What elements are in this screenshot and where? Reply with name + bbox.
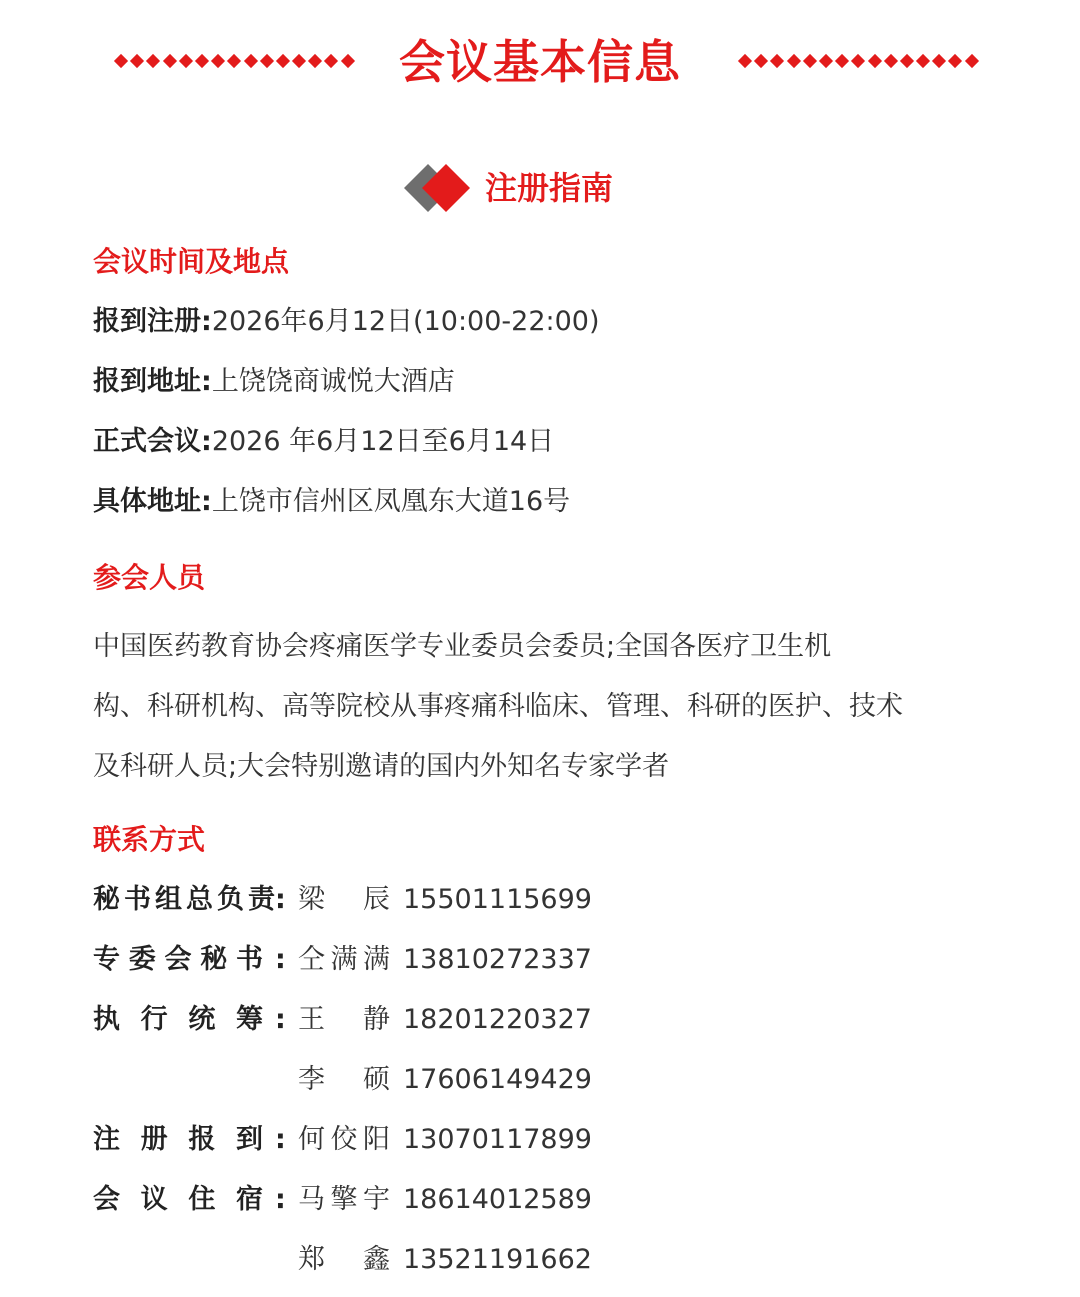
schedule-value: 上饶市信州区凤凰东大道16号: [211, 486, 571, 517]
decorative-diamond: [738, 54, 752, 68]
contact-name: 仝 满 满: [298, 944, 390, 975]
schedule-value: 2026年6月12日(10:00-22:00): [211, 306, 600, 337]
section-heading-registration: [400, 160, 720, 216]
decorative-diamond: [835, 54, 849, 68]
contact-role: 执 行 统 筹: [93, 1004, 263, 1035]
contact-phone[interactable]: 13070117899: [403, 1124, 592, 1155]
contact-phone[interactable]: 13810272337: [403, 944, 592, 975]
contact-colon: :: [275, 1184, 286, 1215]
schedule-label: 报到地址:: [93, 366, 212, 397]
attendees-paragraph: [93, 617, 953, 797]
schedule-section-title: 会议时间及地点: [93, 245, 290, 278]
contact-name: 李 硕: [298, 1064, 390, 1095]
decorative-diamond: [786, 54, 800, 68]
contact-phone[interactable]: 18614012589: [403, 1184, 592, 1215]
attendees-section-title: 参会人员: [93, 561, 206, 594]
contact-colon: :: [275, 884, 286, 915]
decorative-diamond: [965, 54, 979, 68]
contact-phone[interactable]: 15501115699: [403, 884, 592, 915]
decorative-diamond: [803, 54, 817, 68]
contact-phone[interactable]: 13521191662: [403, 1244, 592, 1275]
page-title: 会议基本信息: [399, 35, 681, 89]
decorative-diamond: [932, 54, 946, 68]
schedule-value: 上饶饶商诚悦大酒店: [211, 366, 455, 397]
contact-colon: :: [275, 1124, 286, 1155]
schedule-row: [93, 362, 455, 402]
decorative-diamond: [851, 54, 865, 68]
header: [0, 30, 1080, 94]
decorative-diamond: [900, 54, 914, 68]
schedule-label: 具体地址:: [93, 486, 212, 517]
contact-role: 专 委 会 秘 书: [93, 944, 263, 975]
contact-phone[interactable]: 17606149429: [403, 1064, 592, 1095]
schedule-label: 正式会议:: [93, 426, 212, 457]
contact-colon: :: [275, 944, 286, 975]
decorative-diamond: [916, 54, 930, 68]
schedule-row: [93, 302, 600, 342]
contact-name: 梁 辰: [298, 884, 390, 915]
attendees-line: 中国医药教育协会疼痛医学专业委员会委员;全国各医疗卫生机: [93, 631, 832, 662]
contact-name: 马 擎 宇: [298, 1184, 390, 1215]
schedule-value: 2026 年6月12日至6月14日: [211, 426, 555, 457]
decorative-diamond: [754, 54, 768, 68]
decorative-diamond: [948, 54, 962, 68]
decorative-diamond: [819, 54, 833, 68]
contact-name: 何 佼 阳: [298, 1124, 390, 1155]
contact-role: 注 册 报 到: [93, 1124, 263, 1155]
decorative-diamond: [867, 54, 881, 68]
subtitle-text: 注册指南: [485, 169, 614, 207]
schedule-label: 报到注册:: [93, 306, 212, 337]
contacts-section-title: 联系方式: [93, 823, 206, 856]
schedule-row: [93, 422, 554, 462]
decorative-diamond: [884, 54, 898, 68]
contact-name: 王 静: [298, 1004, 390, 1035]
contact-role: 会 议 住 宿: [93, 1184, 263, 1215]
decorative-diamond: [770, 54, 784, 68]
schedule-row: [93, 482, 570, 522]
decorative-dots-right: [740, 56, 977, 66]
contact-phone[interactable]: 18201220327: [403, 1004, 592, 1035]
double-diamond-icon: [400, 160, 480, 216]
contact-name: 郑 鑫: [298, 1244, 390, 1275]
attendees-line: 构、科研机构、高等院校从事疼痛科临床、管理、科研的医护、技术: [93, 691, 903, 722]
contact-colon: :: [275, 1004, 286, 1035]
contact-role: 秘 书 组 总 负 责: [93, 884, 275, 915]
attendees-line: 及科研人员;大会特别邀请的国内外知名专家学者: [93, 751, 670, 782]
